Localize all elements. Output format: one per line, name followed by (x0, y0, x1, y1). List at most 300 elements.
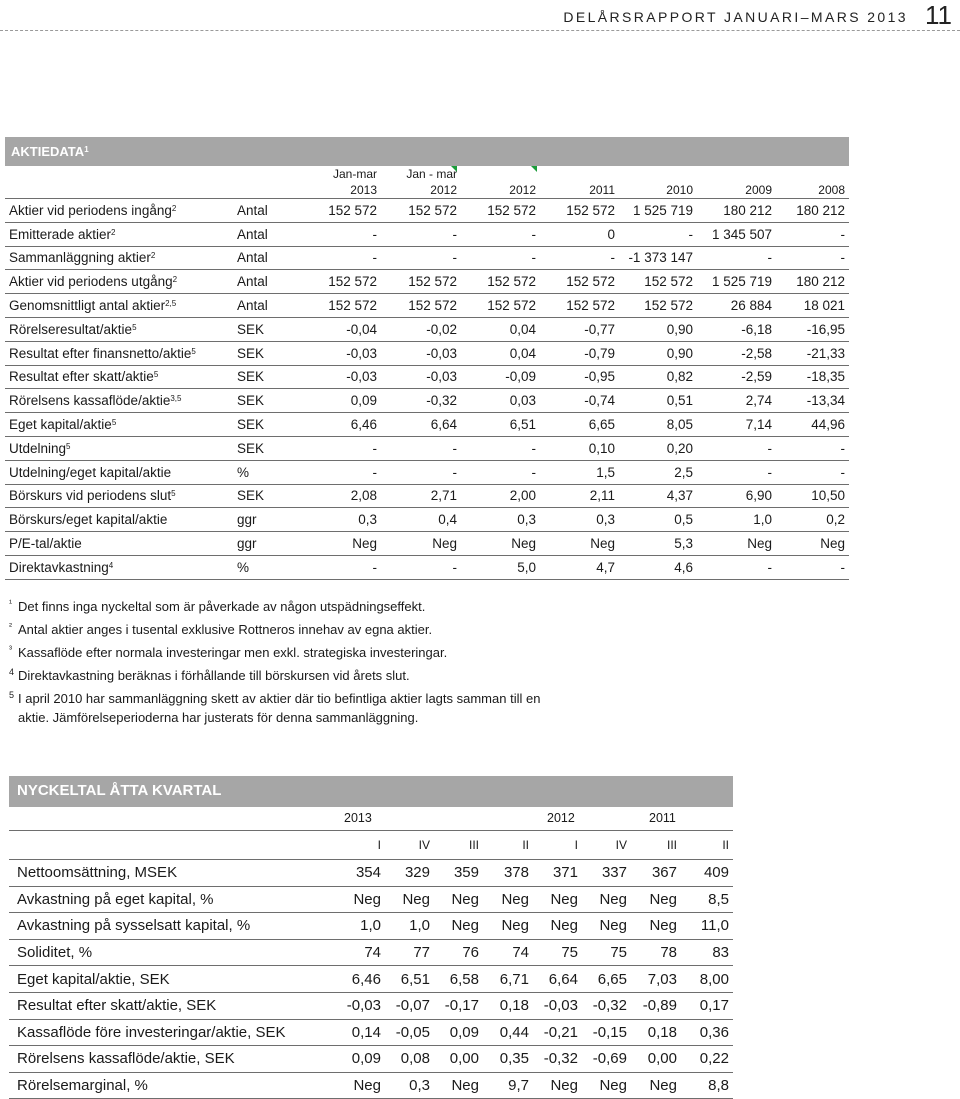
table-cell: -0,15 (582, 1019, 631, 1046)
table-cell: 152 572 (301, 270, 381, 294)
table-cell: 0,18 (631, 1019, 681, 1046)
table-cell: 2,11 (540, 484, 619, 508)
column-header-line2: 2010 (666, 183, 693, 197)
table-cell: 1 345 507 (697, 222, 776, 246)
table-cell: - (461, 436, 540, 460)
aktiedata-header-row (5, 166, 849, 199)
table-cell: 10,50 (776, 484, 849, 508)
table-cell: 26 884 (697, 294, 776, 318)
table-cell: 0,09 (434, 1019, 483, 1046)
row-label (5, 508, 231, 532)
row-label (5, 222, 231, 246)
row-label (5, 246, 231, 270)
row-label-text: Börskurs vid periodens slut (9, 488, 172, 504)
table-cell: 8,05 (619, 413, 697, 437)
row-unit: SEK (231, 413, 301, 437)
table-cell: 0,22 (681, 1046, 733, 1073)
footnote-mark: ¹ (9, 598, 12, 608)
row-label-text: Börskurs/eget kapital/aktie (9, 512, 168, 528)
table-cell: Neg (461, 532, 540, 556)
row-unit: SEK (231, 436, 301, 460)
table-cell: 0,5 (619, 508, 697, 532)
table-cell: Neg (582, 913, 631, 940)
table-cell: -0,03 (381, 365, 461, 389)
quarter-label-cell (9, 831, 313, 860)
footnote (9, 643, 569, 662)
table-cell: Neg (533, 886, 582, 913)
table-row (5, 508, 849, 532)
row-unit: Antal (231, 199, 301, 223)
table-cell: -0,74 (540, 389, 619, 413)
year-label: 2013 (344, 811, 372, 825)
table-cell: - (776, 246, 849, 270)
table-cell: 152 572 (540, 199, 619, 223)
row-label: Resultat efter skatt/aktie, SEK (9, 992, 313, 1019)
row-label-text: Utdelning/eget kapital/aktie (9, 464, 172, 480)
table-cell: - (381, 436, 461, 460)
table-cell: -1 373 147 (619, 246, 697, 270)
table-cell: 0,10 (540, 436, 619, 460)
row-unit: SEK (231, 341, 301, 365)
row-label (5, 389, 231, 413)
table-cell: 0,35 (483, 1046, 533, 1073)
table-cell: -0,89 (631, 992, 681, 1019)
table-cell: 0,4 (381, 508, 461, 532)
table-cell: 5,3 (619, 532, 697, 556)
table-cell: Neg (434, 1072, 483, 1099)
table-cell: -0,05 (385, 1019, 434, 1046)
quarter-header: II (483, 831, 533, 860)
table-cell: 152 572 (301, 294, 381, 318)
column-header (540, 166, 619, 199)
table-cell: 11,0 (681, 913, 733, 940)
row-unit: ggr (231, 508, 301, 532)
table-cell: - (301, 460, 381, 484)
quarter-header: III (631, 831, 681, 860)
table-cell: 152 572 (301, 199, 381, 223)
table-row (9, 939, 733, 966)
row-label-text: Emitterade aktier (9, 226, 112, 242)
header-divider (0, 30, 960, 31)
table-cell: 6,64 (533, 966, 582, 993)
table-cell: 0,2 (776, 508, 849, 532)
quarter-header-row (9, 831, 733, 860)
table-row (5, 555, 849, 579)
aktiedata-title-sup: 1 (84, 145, 89, 154)
table-cell: 18 021 (776, 294, 849, 318)
table-cell: Neg (483, 913, 533, 940)
table-cell: Neg (533, 1072, 582, 1099)
row-label-sup: 4 (108, 560, 114, 570)
row-label: Avkastning på eget kapital, % (9, 886, 313, 913)
table-cell: Neg (582, 886, 631, 913)
table-row (5, 365, 849, 389)
column-header (461, 166, 540, 199)
table-cell: -0,03 (381, 341, 461, 365)
table-cell: 6,71 (483, 966, 533, 993)
table-cell: 2,5 (619, 460, 697, 484)
table-cell: - (381, 460, 461, 484)
column-header (697, 166, 776, 199)
table-row (5, 436, 849, 460)
table-cell: - (461, 222, 540, 246)
table-cell: 329 (385, 860, 434, 887)
table-cell: 0,3 (385, 1072, 434, 1099)
table-cell: 74 (313, 939, 385, 966)
table-cell: 0,82 (619, 365, 697, 389)
table-cell: 152 572 (381, 294, 461, 318)
footnote-text: Antal aktier anges i tusental exklusive Rottneros innehav av egna aktier. (18, 622, 433, 637)
table-cell: - (381, 246, 461, 270)
column-header-line2: 2011 (589, 183, 615, 197)
table-cell: 0,09 (301, 389, 381, 413)
table-row (9, 886, 733, 913)
table-row (5, 294, 849, 318)
row-unit: % (231, 555, 301, 579)
table-cell: 78 (631, 939, 681, 966)
table-cell: 6,90 (697, 484, 776, 508)
table-cell: -6,18 (697, 317, 776, 341)
table-cell: 0,00 (434, 1046, 483, 1073)
row-label (5, 555, 231, 579)
table-cell: 0,44 (483, 1019, 533, 1046)
table-cell: - (776, 222, 849, 246)
table-cell: -0,02 (381, 317, 461, 341)
table-cell: Neg (385, 886, 434, 913)
table-cell: 0,04 (461, 341, 540, 365)
row-label (5, 341, 231, 365)
row-label-sup: 2 (150, 251, 156, 261)
row-label (5, 460, 231, 484)
table-cell: 8,00 (681, 966, 733, 993)
table-cell: 2,08 (301, 484, 381, 508)
table-cell: - (301, 555, 381, 579)
table-cell: 0,20 (619, 436, 697, 460)
table-cell: - (540, 246, 619, 270)
table-cell: 0,90 (619, 317, 697, 341)
row-label (5, 436, 231, 460)
table-row (9, 1019, 733, 1046)
row-label-text: Aktier vid periodens utgång (9, 274, 173, 290)
table-cell: 77 (385, 939, 434, 966)
table-row (5, 413, 849, 437)
table-cell: -0,77 (540, 317, 619, 341)
table-cell: Neg (540, 532, 619, 556)
report-title: DELÅRSRAPPORT JANUARI–MARS 2013 (563, 9, 908, 25)
table-cell: 359 (434, 860, 483, 887)
table-cell: 152 572 (619, 294, 697, 318)
row-label-sup: 5 (191, 346, 196, 356)
footnotes (9, 597, 569, 731)
table-row (5, 222, 849, 246)
table-cell: Neg (582, 1072, 631, 1099)
table-cell: - (301, 246, 381, 270)
row-unit: SEK (231, 484, 301, 508)
table-cell: Neg (381, 532, 461, 556)
table-cell: 0,3 (540, 508, 619, 532)
table-cell: -0,03 (301, 341, 381, 365)
footnote (9, 620, 569, 639)
quarter-header: I (533, 831, 582, 860)
header-unit-cell (231, 166, 301, 199)
row-label-text: Resultat efter finansnetto/aktie (9, 345, 192, 361)
row-label (5, 413, 231, 437)
column-header (776, 166, 849, 199)
row-label: Soliditet, % (9, 939, 313, 966)
table-cell: 0,17 (681, 992, 733, 1019)
table-cell: 76 (434, 939, 483, 966)
table-cell: 409 (681, 860, 733, 887)
footnote (9, 689, 569, 727)
table-cell: 6,58 (434, 966, 483, 993)
column-header-line2: 2012 (509, 183, 536, 197)
row-label-text: P/E-tal/aktie (9, 536, 82, 552)
table-cell: -18,35 (776, 365, 849, 389)
table-cell: 152 572 (619, 270, 697, 294)
table-cell: 0,08 (385, 1046, 434, 1073)
table-cell: Neg (631, 913, 681, 940)
quarter-header: III (434, 831, 483, 860)
table-cell: Neg (301, 532, 381, 556)
column-header-line2: 2008 (818, 183, 845, 197)
footnote-mark: ³ (9, 644, 12, 654)
table-cell: 0,51 (619, 389, 697, 413)
nyckeltal-title: NYCKELTAL ÅTTA KVARTAL (17, 782, 222, 799)
aktiedata-body (5, 199, 849, 580)
table-cell: - (697, 460, 776, 484)
table-cell: - (776, 555, 849, 579)
column-header-line1: Jan - mar (406, 167, 457, 181)
table-cell: 6,46 (301, 413, 381, 437)
row-label-text: Sammanläggning aktier (9, 250, 151, 266)
table-cell: -0,69 (582, 1046, 631, 1073)
nyckeltal-table (9, 830, 733, 1099)
table-cell: - (776, 436, 849, 460)
row-label-sup: 3,5 (170, 394, 182, 404)
table-cell: 378 (483, 860, 533, 887)
table-cell: -0,03 (301, 365, 381, 389)
row-label (5, 270, 231, 294)
row-label: Nettoomsättning, MSEK (9, 860, 313, 887)
table-cell: - (461, 460, 540, 484)
year-label: 2012 (547, 811, 575, 825)
table-cell: 0,90 (619, 341, 697, 365)
table-cell: -0,95 (540, 365, 619, 389)
row-label (5, 365, 231, 389)
row-label: Rörelsens kassaflöde/aktie, SEK (9, 1046, 313, 1073)
table-row (9, 913, 733, 940)
table-cell: Neg (533, 913, 582, 940)
row-label (5, 532, 231, 556)
row-label-text: Aktier vid periodens ingång (9, 202, 172, 218)
table-cell: 1,0 (697, 508, 776, 532)
table-cell: 2,74 (697, 389, 776, 413)
table-cell: Neg (697, 532, 776, 556)
footnote-mark: 4 (9, 667, 15, 677)
table-cell: 371 (533, 860, 582, 887)
table-row (5, 199, 849, 223)
aktiedata-title-bar (5, 137, 849, 166)
table-cell: 2,00 (461, 484, 540, 508)
table-cell: 1,0 (313, 913, 385, 940)
table-cell: Neg (434, 886, 483, 913)
table-cell: - (301, 222, 381, 246)
table-cell: Neg (483, 886, 533, 913)
table-cell: 6,64 (381, 413, 461, 437)
table-cell: 4,6 (619, 555, 697, 579)
table-cell: 6,51 (461, 413, 540, 437)
table-cell: - (776, 460, 849, 484)
table-cell: 44,96 (776, 413, 849, 437)
nyckeltal-body (9, 860, 733, 1099)
row-label-text: Resultat efter skatt/aktie (9, 369, 154, 385)
header-label-cell (5, 166, 231, 199)
row-unit: Antal (231, 246, 301, 270)
table-cell: -2,59 (697, 365, 776, 389)
table-cell: 6,65 (582, 966, 631, 993)
table-cell: 0,3 (301, 508, 381, 532)
table-cell: 0,14 (313, 1019, 385, 1046)
row-unit: SEK (231, 317, 301, 341)
table-row (9, 992, 733, 1019)
table-row (5, 484, 849, 508)
table-cell: -0,32 (533, 1046, 582, 1073)
table-cell: 152 572 (381, 199, 461, 223)
table-row (5, 270, 849, 294)
table-cell: 0 (540, 222, 619, 246)
table-cell: Neg (631, 886, 681, 913)
table-cell: 8,5 (681, 886, 733, 913)
table-row (9, 1046, 733, 1073)
row-label-text: Genomsnittligt antal aktier (9, 298, 166, 314)
table-cell: -0,03 (313, 992, 385, 1019)
table-cell: -0,03 (533, 992, 582, 1019)
table-row (5, 460, 849, 484)
quarter-header: IV (385, 831, 434, 860)
year-label: 2011 (649, 811, 676, 825)
table-cell: Neg (313, 1072, 385, 1099)
row-label: Eget kapital/aktie, SEK (9, 966, 313, 993)
table-cell: -0,21 (533, 1019, 582, 1046)
table-cell: 0,09 (313, 1046, 385, 1073)
row-label (5, 484, 231, 508)
row-unit: ggr (231, 532, 301, 556)
table-cell: 5,0 (461, 555, 540, 579)
table-cell: 354 (313, 860, 385, 887)
row-label-sup: 5 (153, 370, 159, 380)
column-header (301, 166, 381, 199)
row-label-text: Rörelsens kassaflöde/aktie (9, 393, 171, 409)
row-unit: % (231, 460, 301, 484)
footnote-text: Kassaflöde efter normala investeringar men exkl. strategiska investeringar. (18, 645, 448, 660)
table-cell: 1,5 (540, 460, 619, 484)
page-header (0, 0, 960, 30)
row-unit: Antal (231, 222, 301, 246)
table-cell: Neg (631, 1072, 681, 1099)
row-label-sup: 2 (111, 227, 116, 237)
table-cell: 0,3 (461, 508, 540, 532)
table-cell: 83 (681, 939, 733, 966)
row-label: Avkastning på sysselsatt kapital, % (9, 913, 313, 940)
footnote-text: Det finns inga nyckeltal som är påverkade av någon utspädningseffekt. (18, 599, 426, 614)
table-cell: -21,33 (776, 341, 849, 365)
table-cell: Neg (434, 913, 483, 940)
table-cell: 337 (582, 860, 631, 887)
table-row (9, 966, 733, 993)
table-cell: - (697, 246, 776, 270)
table-cell: 6,46 (313, 966, 385, 993)
table-cell: -13,34 (776, 389, 849, 413)
footnote-text: I april 2010 har sammanläggning skett av aktier där tio befintliga aktier lagts samman till en aktie. Jämförelseperioderna har justerats för denna sammanläggning. (18, 691, 541, 725)
footnote-mark: ² (9, 621, 12, 631)
table-cell: 7,03 (631, 966, 681, 993)
table-cell: - (619, 222, 697, 246)
footnote-mark: 5 (9, 690, 15, 700)
column-header-line2: 2012 (430, 183, 457, 197)
table-cell: 180 212 (776, 270, 849, 294)
table-cell: 180 212 (776, 199, 849, 223)
table-cell: - (697, 555, 776, 579)
nyckeltal-title-bar (9, 776, 733, 807)
row-label-sup: 2 (172, 275, 178, 285)
quarter-header: IV (582, 831, 631, 860)
row-label-text: Rörelseresultat/aktie (9, 321, 133, 337)
row-label (5, 294, 231, 318)
table-cell: Neg (313, 886, 385, 913)
row-label-text: Utdelning (9, 440, 67, 456)
row-label-sup: 5 (66, 441, 71, 451)
column-header-line2: 2013 (350, 183, 377, 197)
table-row (5, 389, 849, 413)
table-cell: 152 572 (461, 199, 540, 223)
table-cell: 367 (631, 860, 681, 887)
table-cell: 2,71 (381, 484, 461, 508)
row-label: Rörelsemarginal, % (9, 1072, 313, 1099)
footnote (9, 597, 569, 616)
table-cell: - (381, 222, 461, 246)
row-label (5, 199, 231, 223)
table-row (5, 532, 849, 556)
row-unit: Antal (231, 294, 301, 318)
row-unit: SEK (231, 365, 301, 389)
row-label-sup: 5 (111, 418, 117, 428)
table-cell: 75 (582, 939, 631, 966)
aktiedata-table (5, 166, 849, 580)
table-cell: -0,09 (461, 365, 540, 389)
footnote-text: Direktavkastning beräknas i förhållande till börskursen vid årets slut. (18, 668, 410, 683)
table-cell: 0,18 (483, 992, 533, 1019)
row-label: Kassaflöde före investeringar/aktie, SEK (9, 1019, 313, 1046)
column-header (381, 166, 461, 199)
table-cell: -16,95 (776, 317, 849, 341)
table-cell: 1,0 (385, 913, 434, 940)
table-cell: 0,36 (681, 1019, 733, 1046)
table-cell: 8,8 (681, 1072, 733, 1099)
table-cell: 74 (483, 939, 533, 966)
table-cell: 0,03 (461, 389, 540, 413)
table-cell: 6,65 (540, 413, 619, 437)
table-cell: 9,7 (483, 1072, 533, 1099)
table-cell: -0,32 (381, 389, 461, 413)
row-label-sup: 2,5 (165, 299, 177, 309)
table-cell: - (461, 246, 540, 270)
table-cell: 1 525 719 (619, 199, 697, 223)
table-cell: 75 (533, 939, 582, 966)
quarter-header: I (313, 831, 385, 860)
footnote (9, 666, 569, 685)
table-row (5, 341, 849, 365)
row-unit: Antal (231, 270, 301, 294)
